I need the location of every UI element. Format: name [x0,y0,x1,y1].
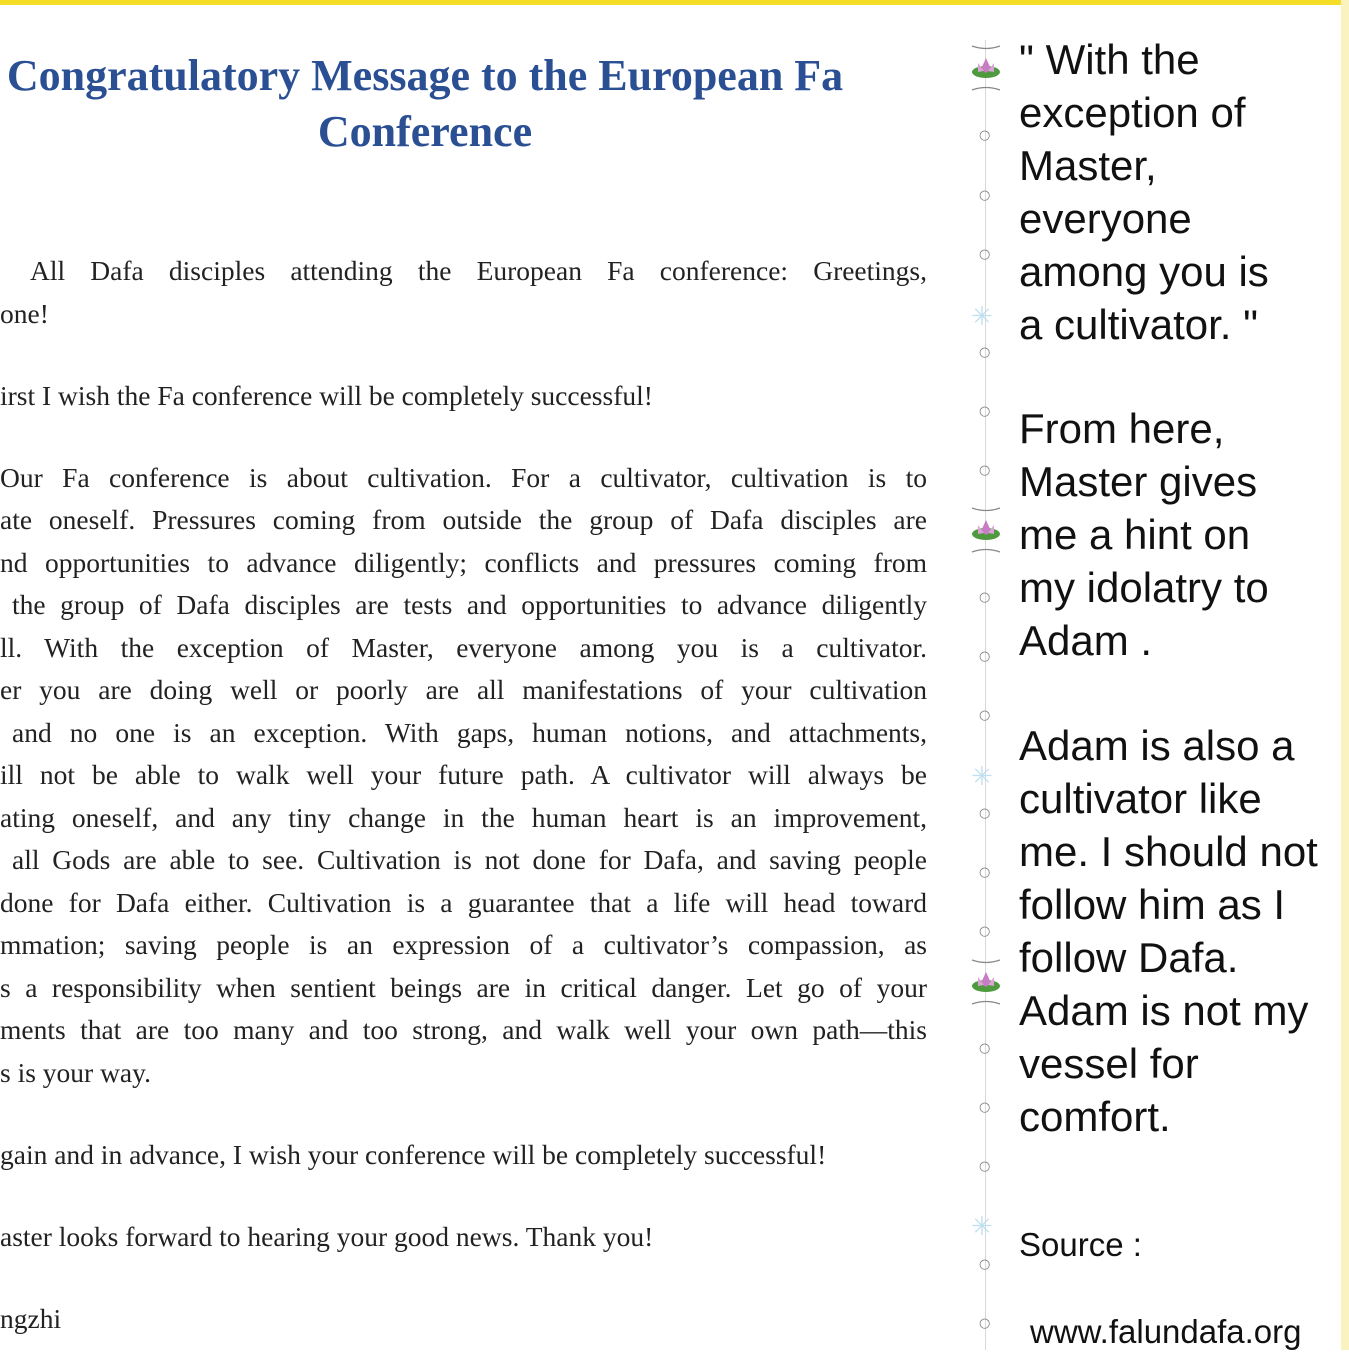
body-line: ating oneself, and any tiny change in the human heart is an improvement, [0,802,927,833]
quote-line: exception of [1019,89,1246,136]
body-line: ate oneself. Pressures coming from outside the group of Dafa disciples are [0,504,927,535]
ring-ornament-icon: ○ [979,345,991,360]
reflection-line: cultivator like [1019,775,1262,822]
quote-line: Master, [1019,142,1157,189]
snowflake-icon: ✳ [971,302,993,332]
source-label: Source : [1019,1226,1142,1263]
body-line: mmation; saving people is an expression of a cultivator’s compassion, as [0,929,927,960]
body-line: all Gods are able to see. Cultivation is not done for Dafa, and saving people [12,844,927,875]
body-line: Our Fa conference is about cultivation. For a cultivator, cultivation is to [0,462,927,493]
body-line: irst I wish the Fa conference will be completely successful! [0,380,653,411]
reflection-paragraph-1 [1019,402,1269,667]
ring-ornament-icon: ○ [979,1041,991,1056]
snowflake-icon: ✳ [971,1212,993,1242]
reflection-line: Adam . [1019,617,1153,664]
ring-ornament-icon: ○ [979,188,991,203]
lotus-icon [969,504,1003,556]
lotus-icon [969,42,1003,94]
reflection-line: vessel for [1019,1040,1199,1087]
title-line-1: Congratulatory Message to the European Fa [6,51,844,100]
body-line: ll. With the exception of Master, everyone among you is a cultivator. [0,632,927,663]
ring-ornament-icon: ○ [979,1159,991,1174]
quote-line: among you is [1019,248,1269,295]
body-line: nd opportunities to advance diligently; conflicts and pressures coming from [0,547,927,578]
document-title [0,48,850,160]
reflection-line: From here, [1019,405,1225,452]
reflection-line: my idolatry to [1019,564,1269,611]
reflection-line: comfort. [1019,1093,1171,1140]
ring-ornament-icon: ○ [979,463,991,478]
body-line: gain and in advance, I wish your conference will be completely successful! [0,1139,827,1170]
ornamental-divider [985,40,986,1350]
body-line: ments that are too many and too strong, and walk well your own path—this [0,1014,927,1045]
ring-ornament-icon: ○ [979,708,991,723]
ring-ornament-icon: ○ [979,649,991,664]
quote-line: everyone [1019,195,1192,242]
ring-ornament-icon: ○ [979,247,991,262]
reflection-line: Master gives [1019,458,1258,505]
reflection-line: Adam is also a [1019,722,1295,769]
title-line-2: Conference [317,107,533,156]
body-line: ill not be able to walk well your future path. A cultivator will always be [0,759,927,790]
ring-ornament-icon: ○ [979,924,991,939]
ring-ornament-icon: ○ [979,590,991,605]
body-line: aster looks forward to hearing your good news. Thank you! [0,1221,654,1252]
reflection-line: Adam is not my [1019,987,1309,1034]
body-line: done for Dafa either. Cultivation is a guarantee that a life will head toward [0,887,927,918]
lotus-icon [969,956,1003,1008]
ring-ornament-icon: ○ [979,404,991,419]
reflection-line: follow Dafa. [1019,934,1239,981]
ring-ornament-icon: ○ [979,806,991,821]
body-line: All Dafa disciples attending the European Fa conference: Greetings, [30,255,927,286]
right-edge-strip [1341,0,1349,1350]
ring-ornament-icon: ○ [979,1316,991,1331]
ring-ornament-icon: ○ [979,865,991,880]
body-line: the group of Dafa disciples are tests and opportunities to advance diligently [12,589,927,620]
reflection-line: me a hint on [1019,511,1251,558]
body-line: ngzhi [0,1303,62,1334]
ring-ornament-icon: ○ [979,1257,991,1272]
quote-line: a cultivator. " [1019,301,1259,348]
body-line: and no one is an exception. With gaps, human notions, and attachments, [12,717,927,748]
reflection-paragraph-2 [1019,719,1318,1143]
ring-ornament-icon: ○ [979,1100,991,1115]
quote-line: " With the [1019,36,1200,83]
snowflake-icon: ✳ [971,762,993,792]
reflection-line: follow him as I [1019,881,1286,928]
body-line: er you are doing well or poorly are all manifestations of your cultivation [0,674,927,705]
body-line: s is your way. [0,1057,151,1088]
source-link[interactable]: www.falundafa.org [1030,1313,1302,1350]
body-line: s a responsibility when sentient beings are in critical danger. Let go of your [0,972,927,1003]
reflection-line: me. I should not [1019,828,1318,875]
body-line: one! [0,298,49,329]
quote-block [1019,33,1269,351]
ring-ornament-icon: ○ [979,128,991,143]
